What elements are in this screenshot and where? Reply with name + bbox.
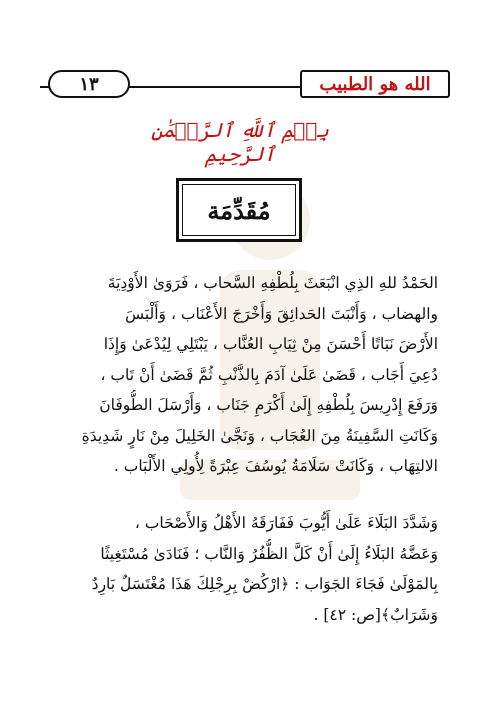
text-line: وَشَرَابٌ﴾[ص: ٤٢] .: [313, 605, 438, 624]
text-line: وَشَدَّدَ البَلَاءَ عَلَىٰ أَيُّوبَ فَفَارَقَهُ الأَهْلُ وَالأَصْحَاب ،: [134, 514, 438, 532]
page-header: [0, 0, 480, 110]
text-line: وَعَضَّهُ البَلَاءُ إِلَىٰ أَنْ كَلَّ الظُّفُرُ وَالنَّاب ؛ فَنَادَىٰ مُسْتَغِيثًا: [100, 544, 438, 563]
text-line: وَكَانَتِ السَّفِينَةُ مِنَ العُجَاب ، وَنَجَّىٰ الخَلِيلَ مِنْ نَارٍ شَدِيدَةِ: [81, 426, 438, 445]
paragraph-2: [42, 508, 438, 630]
basmala: بِسۡمِ ٱللَّهِ ٱلرَّحۡمَٰنِ ٱلرَّحِيمِ: [151, 118, 329, 166]
text-line: الأَرْضَ نَبَاتًا أَحْسَنَ مِنْ ثِيَابِ العُنَّاب ، يَبْتَلِي لِيُدْعَىٰ وَإِذَا: [103, 335, 438, 353]
text-line: الالتِهَاب ، وَكَانَتْ سَلَامَةُ يُوسُفَ عِبْرَةً لِأُولِي الأَلْبَاب .: [113, 457, 438, 475]
text-line: دُعِيَ أَجَاب ، قَضَىٰ عَلَىٰ آدَمَ بِالذَّنْبِ ثُمَّ قَضَىٰ أَنْ تَاب ،: [100, 365, 438, 384]
text-line: وَرَفَعَ إِدْرِيسَ بِلُطْفِهِ إِلَىٰ أَكْرَمِ جَنَاب ، وَأَرْسَلَ الطُّوفَانَ: [99, 396, 438, 414]
page-number: ١٣: [48, 70, 130, 98]
text-line: الحَمْدُ للهِ الذِي انْبَعَثَ بِلُطْفِهِ السَّحاب ، فَرَوَىٰ الأَوْدِيَةَ: [107, 274, 438, 292]
text-line: والهضاب ، وَأَنْبَتَ الحَدائِقَ وَأَخْرَجَ الأَعْنَاب ، وَأَلْبَسَ: [125, 304, 438, 323]
text-line: بِالمَوْلَىٰ فَجَاءَ الجَوَاب : ﴿ارْكُضْ بِرِجْلِكَ هَذَا مُغْتَسَلٌ بَارِدٌ: [91, 575, 438, 593]
paragraph-1: [42, 268, 438, 482]
section-title: مُقَدِّمَة: [207, 195, 271, 225]
section-title-frame: [176, 178, 302, 242]
book-title: الله هو الطبيب: [300, 70, 450, 98]
